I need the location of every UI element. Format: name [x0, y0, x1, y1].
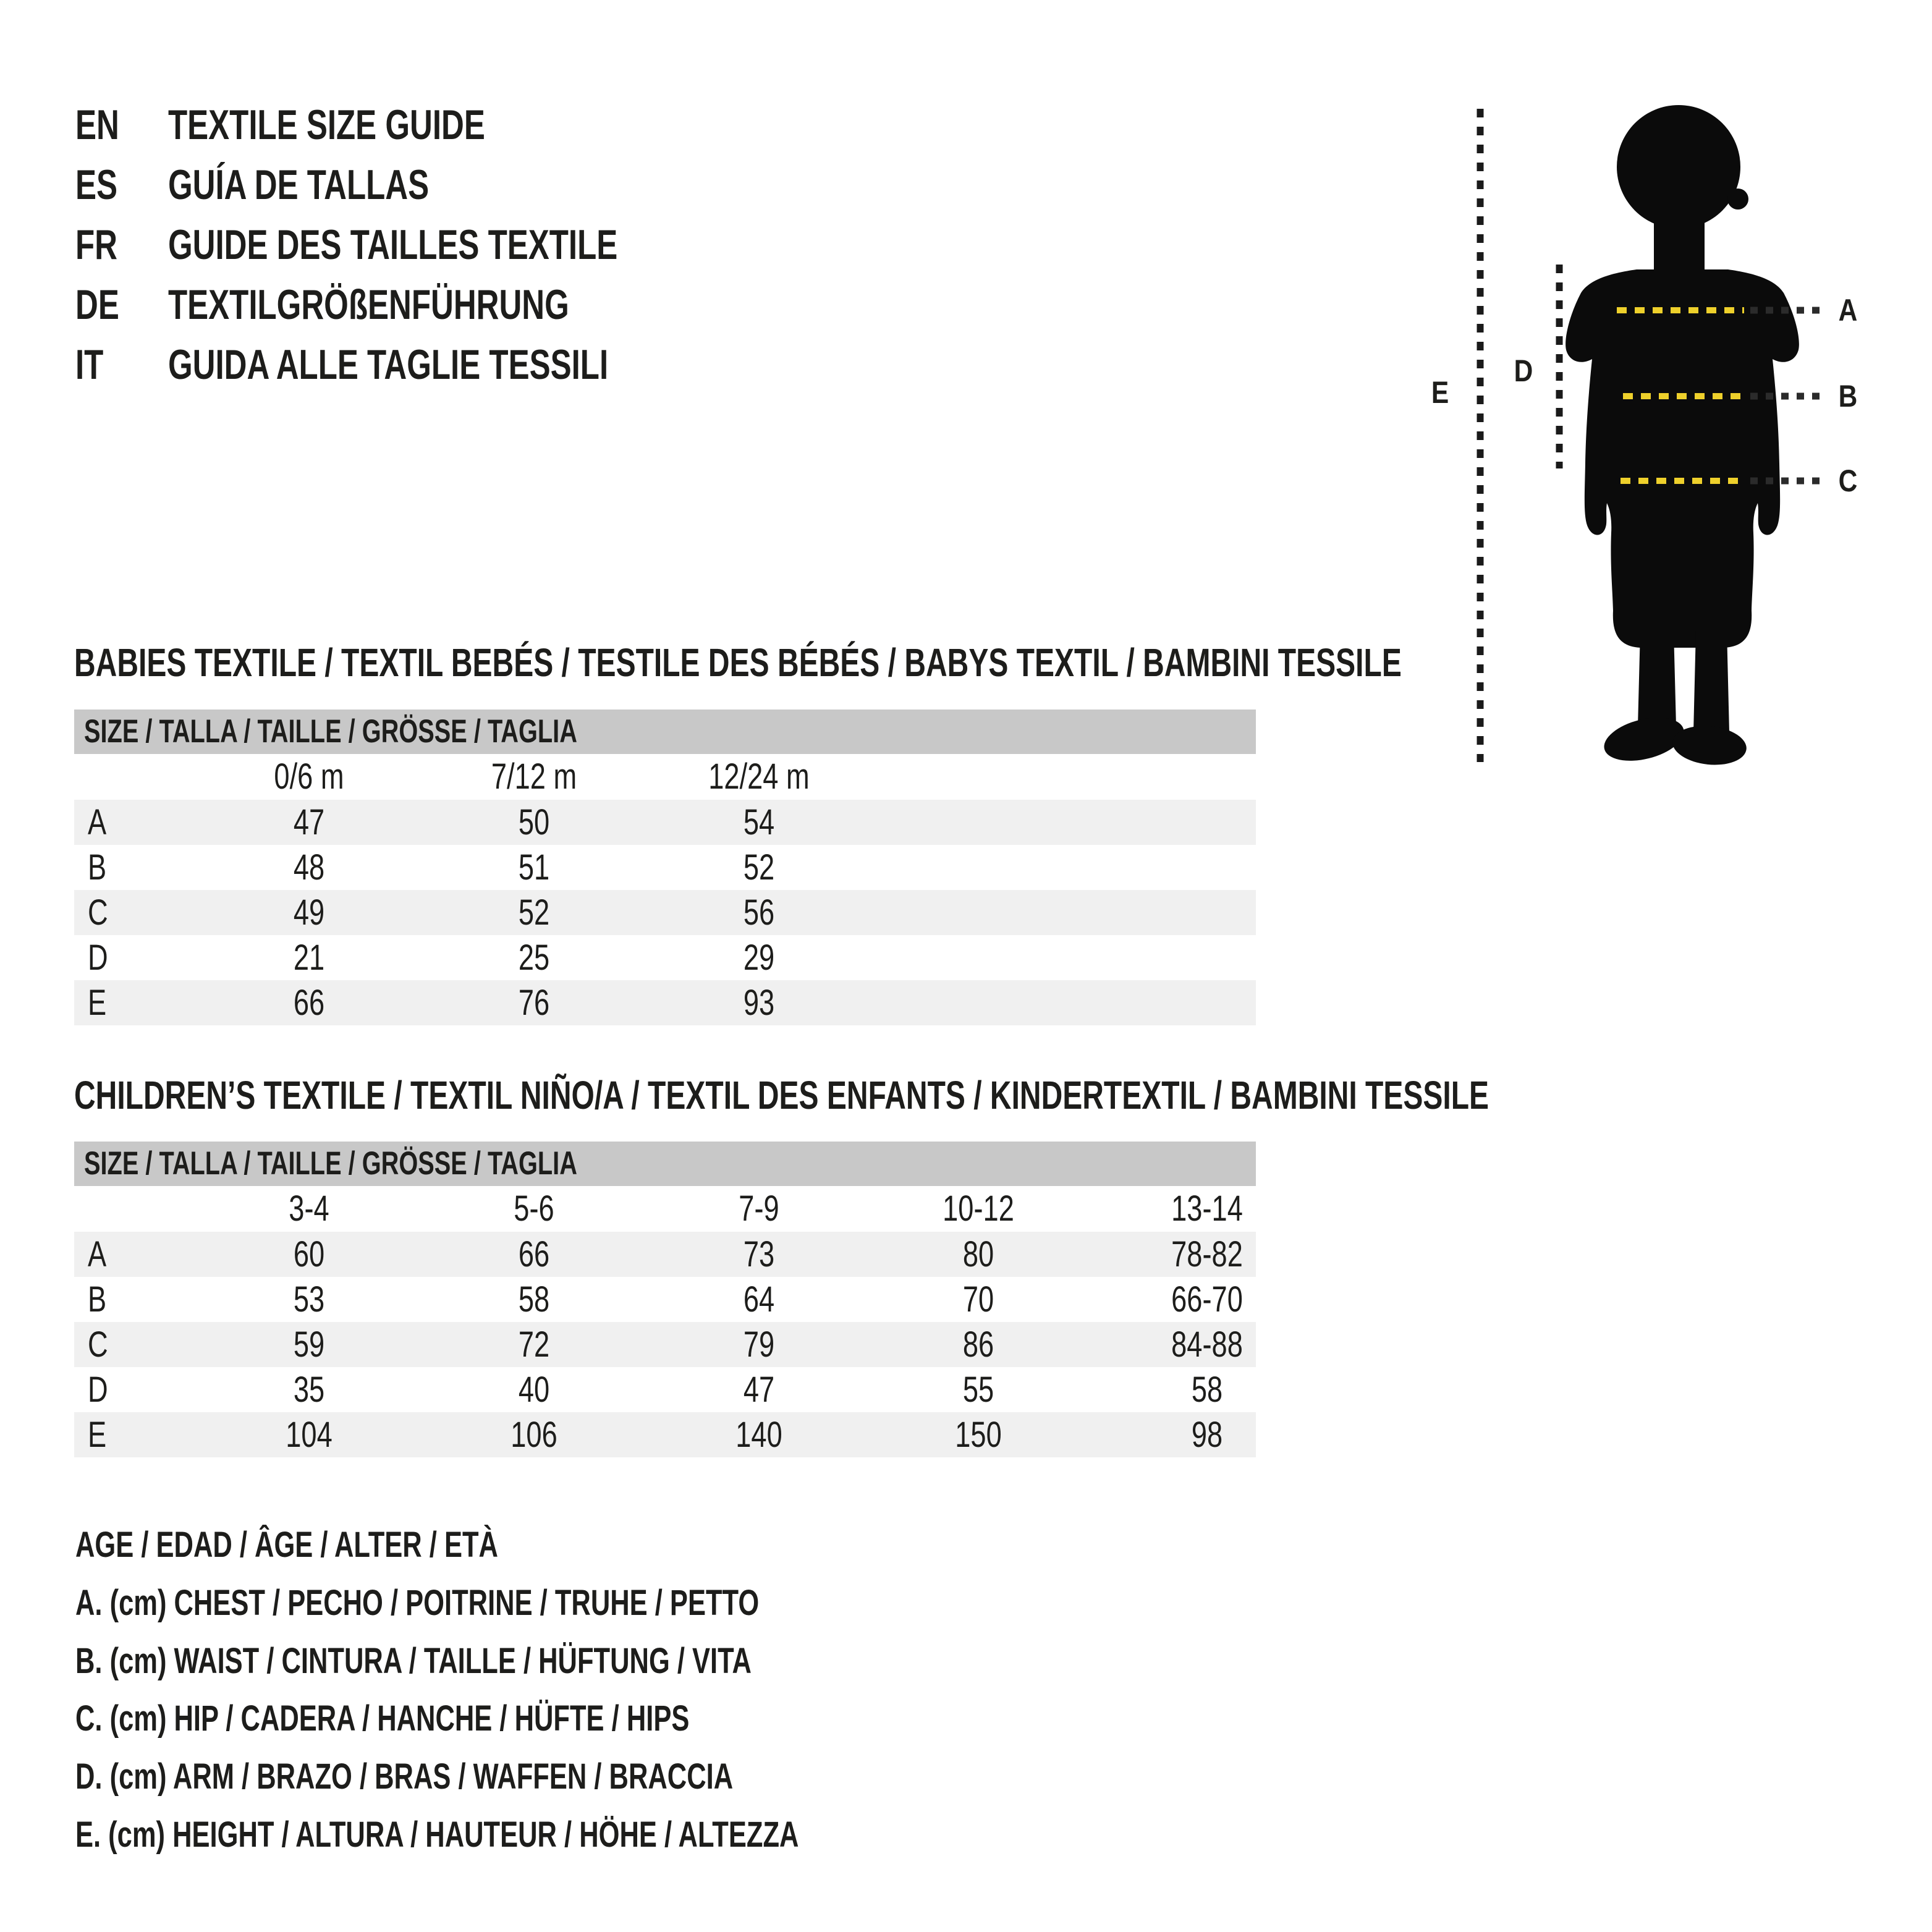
table-cell: 140 [735, 1415, 782, 1455]
table-cell: 35 [293, 1370, 325, 1410]
measure-label-e: E [1431, 375, 1449, 410]
table-cell: 21 [293, 938, 325, 978]
table-cell: 29 [743, 938, 775, 978]
legend-height: E. (cm) HEIGHT / ALTURA / HAUTEUR / HÖHE / ALTEZZA [75, 1815, 799, 1855]
legend-waist: B. (cm) WAIST / CINTURA / TAILLE / HÜFTUNG / VITA [75, 1641, 752, 1681]
babies-row-e [74, 980, 1256, 1025]
legend-chest: A. (cm) CHEST / PECHO / POITRINE / TRUHE / PETTO [75, 1583, 760, 1623]
babies-row-c [74, 890, 1256, 935]
language-row-it [75, 335, 768, 395]
children-column: 7-9 [739, 1188, 779, 1229]
table-cell: 66 [518, 1234, 550, 1274]
language-title: TEXTILE SIZE GUIDE [168, 101, 485, 148]
language-title: GUIDE DES TAILLES TEXTILE [168, 221, 618, 268]
children-row-e [74, 1412, 1256, 1457]
babies-column: 7/12 m [491, 756, 577, 797]
table-cell: 58 [518, 1279, 550, 1320]
row-label: D [88, 1370, 108, 1410]
language-row-en [75, 95, 768, 155]
children-section-title: CHILDREN’S TEXTILE / TEXTIL NIÑO/A / TEXTIL DES ENFANTS / KINDERTEXTIL / BAMBINI TESSILE [74, 1073, 1489, 1117]
table-cell: 59 [293, 1324, 325, 1365]
language-title: TEXTILGRÖßENFÜHRUNG [168, 281, 569, 328]
row-label: C [88, 1324, 108, 1365]
children-column: 10-12 [943, 1188, 1014, 1229]
table-cell: 80 [962, 1234, 994, 1274]
children-size-header-bar: SIZE / TALLA / TAILLE / GRÖSSE / TAGLIA [74, 1142, 1256, 1186]
measure-label-d: D [1514, 354, 1533, 388]
language-row-fr [75, 215, 768, 275]
table-cell: 150 [955, 1415, 1002, 1455]
table-cell: 93 [743, 983, 775, 1023]
language-code: ES [75, 161, 118, 208]
table-cell: 54 [743, 802, 775, 842]
table-cell: 48 [293, 847, 325, 888]
row-label: A [88, 1234, 107, 1274]
table-cell: 56 [743, 892, 775, 933]
babies-column: 12/24 m [708, 756, 810, 797]
language-code: FR [75, 221, 117, 268]
table-cell: 66-70 [1171, 1279, 1243, 1320]
table-cell: 50 [518, 802, 550, 842]
table-cell: 55 [962, 1370, 994, 1410]
children-column-header-row [74, 1186, 1256, 1231]
table-cell: 104 [286, 1415, 333, 1455]
row-label: E [88, 1415, 107, 1455]
row-label: B [88, 1279, 107, 1320]
babies-row-d [74, 935, 1256, 980]
children-column: 3-4 [289, 1188, 329, 1229]
table-cell: 78-82 [1171, 1234, 1243, 1274]
table-cell: 84-88 [1171, 1324, 1243, 1365]
children-column: 13-14 [1171, 1188, 1243, 1229]
table-cell: 70 [962, 1279, 994, 1320]
table-cell: 52 [518, 892, 550, 933]
language-title: GUIDA ALLE TAGLIE TESSILI [168, 341, 609, 388]
babies-column-header-row [74, 754, 1256, 799]
table-cell: 47 [293, 802, 325, 842]
language-code: EN [75, 101, 119, 148]
row-label: C [88, 892, 108, 933]
table-cell: 66 [293, 983, 325, 1023]
table-cell: 40 [518, 1370, 550, 1410]
babies-section-title: BABIES TEXTILE / TEXTIL BEBÉS / TESTILE DES BÉBÉS / BABYS TEXTIL / BAMBINI TESSILE [74, 640, 1402, 685]
language-row-es [75, 155, 768, 215]
table-cell: 73 [743, 1234, 775, 1274]
language-code: IT [75, 341, 104, 388]
language-code: DE [75, 281, 119, 328]
table-cell: 98 [1191, 1415, 1223, 1455]
table-cell: 64 [743, 1279, 775, 1320]
legend-arm: D. (cm) ARM / BRAZO / BRAS / WAFFEN / BRACCIA [75, 1756, 734, 1797]
table-cell: 106 [511, 1415, 557, 1455]
measure-label-b: B [1838, 379, 1858, 413]
child-silhouette-diagram [1409, 93, 1932, 810]
language-title-list [75, 95, 768, 395]
children-row-d [74, 1367, 1256, 1412]
children-column: 5-6 [514, 1188, 554, 1229]
row-label: D [88, 938, 108, 978]
row-label: E [88, 983, 107, 1023]
language-row-de [75, 275, 768, 335]
babies-size-header-bar: SIZE / TALLA / TAILLE / GRÖSSE / TAGLIA [74, 710, 1256, 754]
babies-row-b [74, 845, 1256, 890]
legend-hip: C. (cm) HIP / CADERA / HANCHE / HÜFTE / HIPS [75, 1698, 690, 1739]
table-cell: 76 [518, 983, 550, 1023]
row-label: A [88, 802, 107, 842]
table-cell: 86 [962, 1324, 994, 1365]
measure-label-c: C [1838, 464, 1858, 498]
table-cell: 60 [293, 1234, 325, 1274]
children-row-b [74, 1277, 1256, 1322]
table-cell: 79 [743, 1324, 775, 1365]
table-cell: 47 [743, 1370, 775, 1410]
row-label: B [88, 847, 107, 888]
language-title: GUÍA DE TALLAS [168, 161, 430, 208]
children-row-c [74, 1322, 1256, 1367]
babies-column: 0/6 m [274, 756, 344, 797]
legend-age: AGE / EDAD / ÂGE / ALTER / ETÀ [75, 1525, 498, 1565]
babies-row-a [74, 800, 1256, 845]
table-cell: 72 [518, 1324, 550, 1365]
table-cell: 25 [518, 938, 550, 978]
measure-label-a: A [1838, 293, 1858, 328]
table-cell: 52 [743, 847, 775, 888]
table-cell: 58 [1191, 1370, 1223, 1410]
children-row-a [74, 1232, 1256, 1277]
table-cell: 53 [293, 1279, 325, 1320]
table-cell: 49 [293, 892, 325, 933]
table-cell: 51 [518, 847, 550, 888]
